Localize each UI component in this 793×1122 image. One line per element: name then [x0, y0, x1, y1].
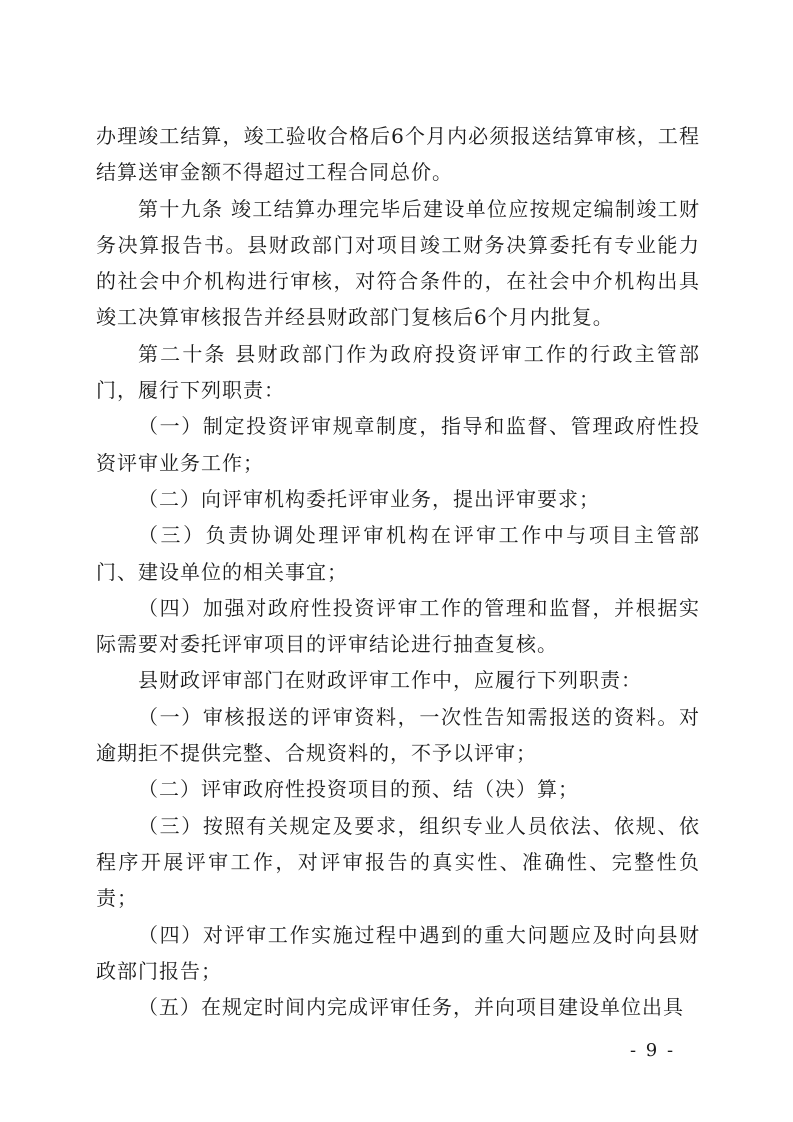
- page-number: - 9 -: [630, 1040, 676, 1061]
- paragraph-article-20: 第二十条 县财政部门作为政府投资评审工作的行政主管部门，履行下列职责：: [96, 341, 700, 403]
- paragraph-review-dept-intro: 县财政评审部门在财政评审工作中，应履行下列职责：: [138, 668, 642, 693]
- paragraph-article-19: 第十九条 竣工结算办理完毕后建设单位应按规定编制竣工财务决算报告书。县财政部门对项目竣工财务决算委托有专业能力的社会中介机构进行审核，对符合条件的，在社会中介机构出具竣工决算审核报告并经县财政部门复核后6个月内批复。: [96, 196, 700, 330]
- paragraph-duty-1: （一）制定投资评审规章制度，指导和监督、管理政府性投资评审业务工作；: [96, 414, 700, 475]
- paragraph-review-duty-4: （四）对评审工作实施过程中遇到的重大问题应及时向县财政部门报告；: [96, 922, 700, 983]
- paragraph-duty-4: （四）加强对政府性投资评审工作的管理和监督，并根据实际需要对委托评审项目的评审结论进行抽查复核。: [96, 595, 700, 657]
- paragraph-duty-2: （二）向评审机构委托评审业务，提出评审要求；: [138, 486, 600, 511]
- paragraph-review-duty-3: （三）按照有关规定及要求，组织专业人员依法、依规、依程序开展评审工作，对评审报告的真实性、准确性、完整性负责；: [96, 813, 700, 911]
- paragraph-review-duty-1: （一）审核报送的评审资料，一次性告知需报送的资料。对逾期拒不提供完整、合规资料的，不予以评审；: [96, 704, 700, 766]
- paragraph-continuation: 办理竣工结算，竣工验收合格后6个月内必须报送结算审核，工程结算送审金额不得超过工程合同总价。: [96, 124, 700, 185]
- paragraph-duty-3: （三）负责协调处理评审机构在评审工作中与项目主管部门、建设单位的相关事宜；: [96, 523, 700, 584]
- paragraph-review-duty-2: （二）评审政府性投资项目的预、结（决）算；: [138, 777, 579, 802]
- paragraph-review-duty-5: （五）在规定时间内完成评审任务，并向项目建设单位出具: [138, 995, 684, 1020]
- body-text: [96, 118, 700, 1025]
